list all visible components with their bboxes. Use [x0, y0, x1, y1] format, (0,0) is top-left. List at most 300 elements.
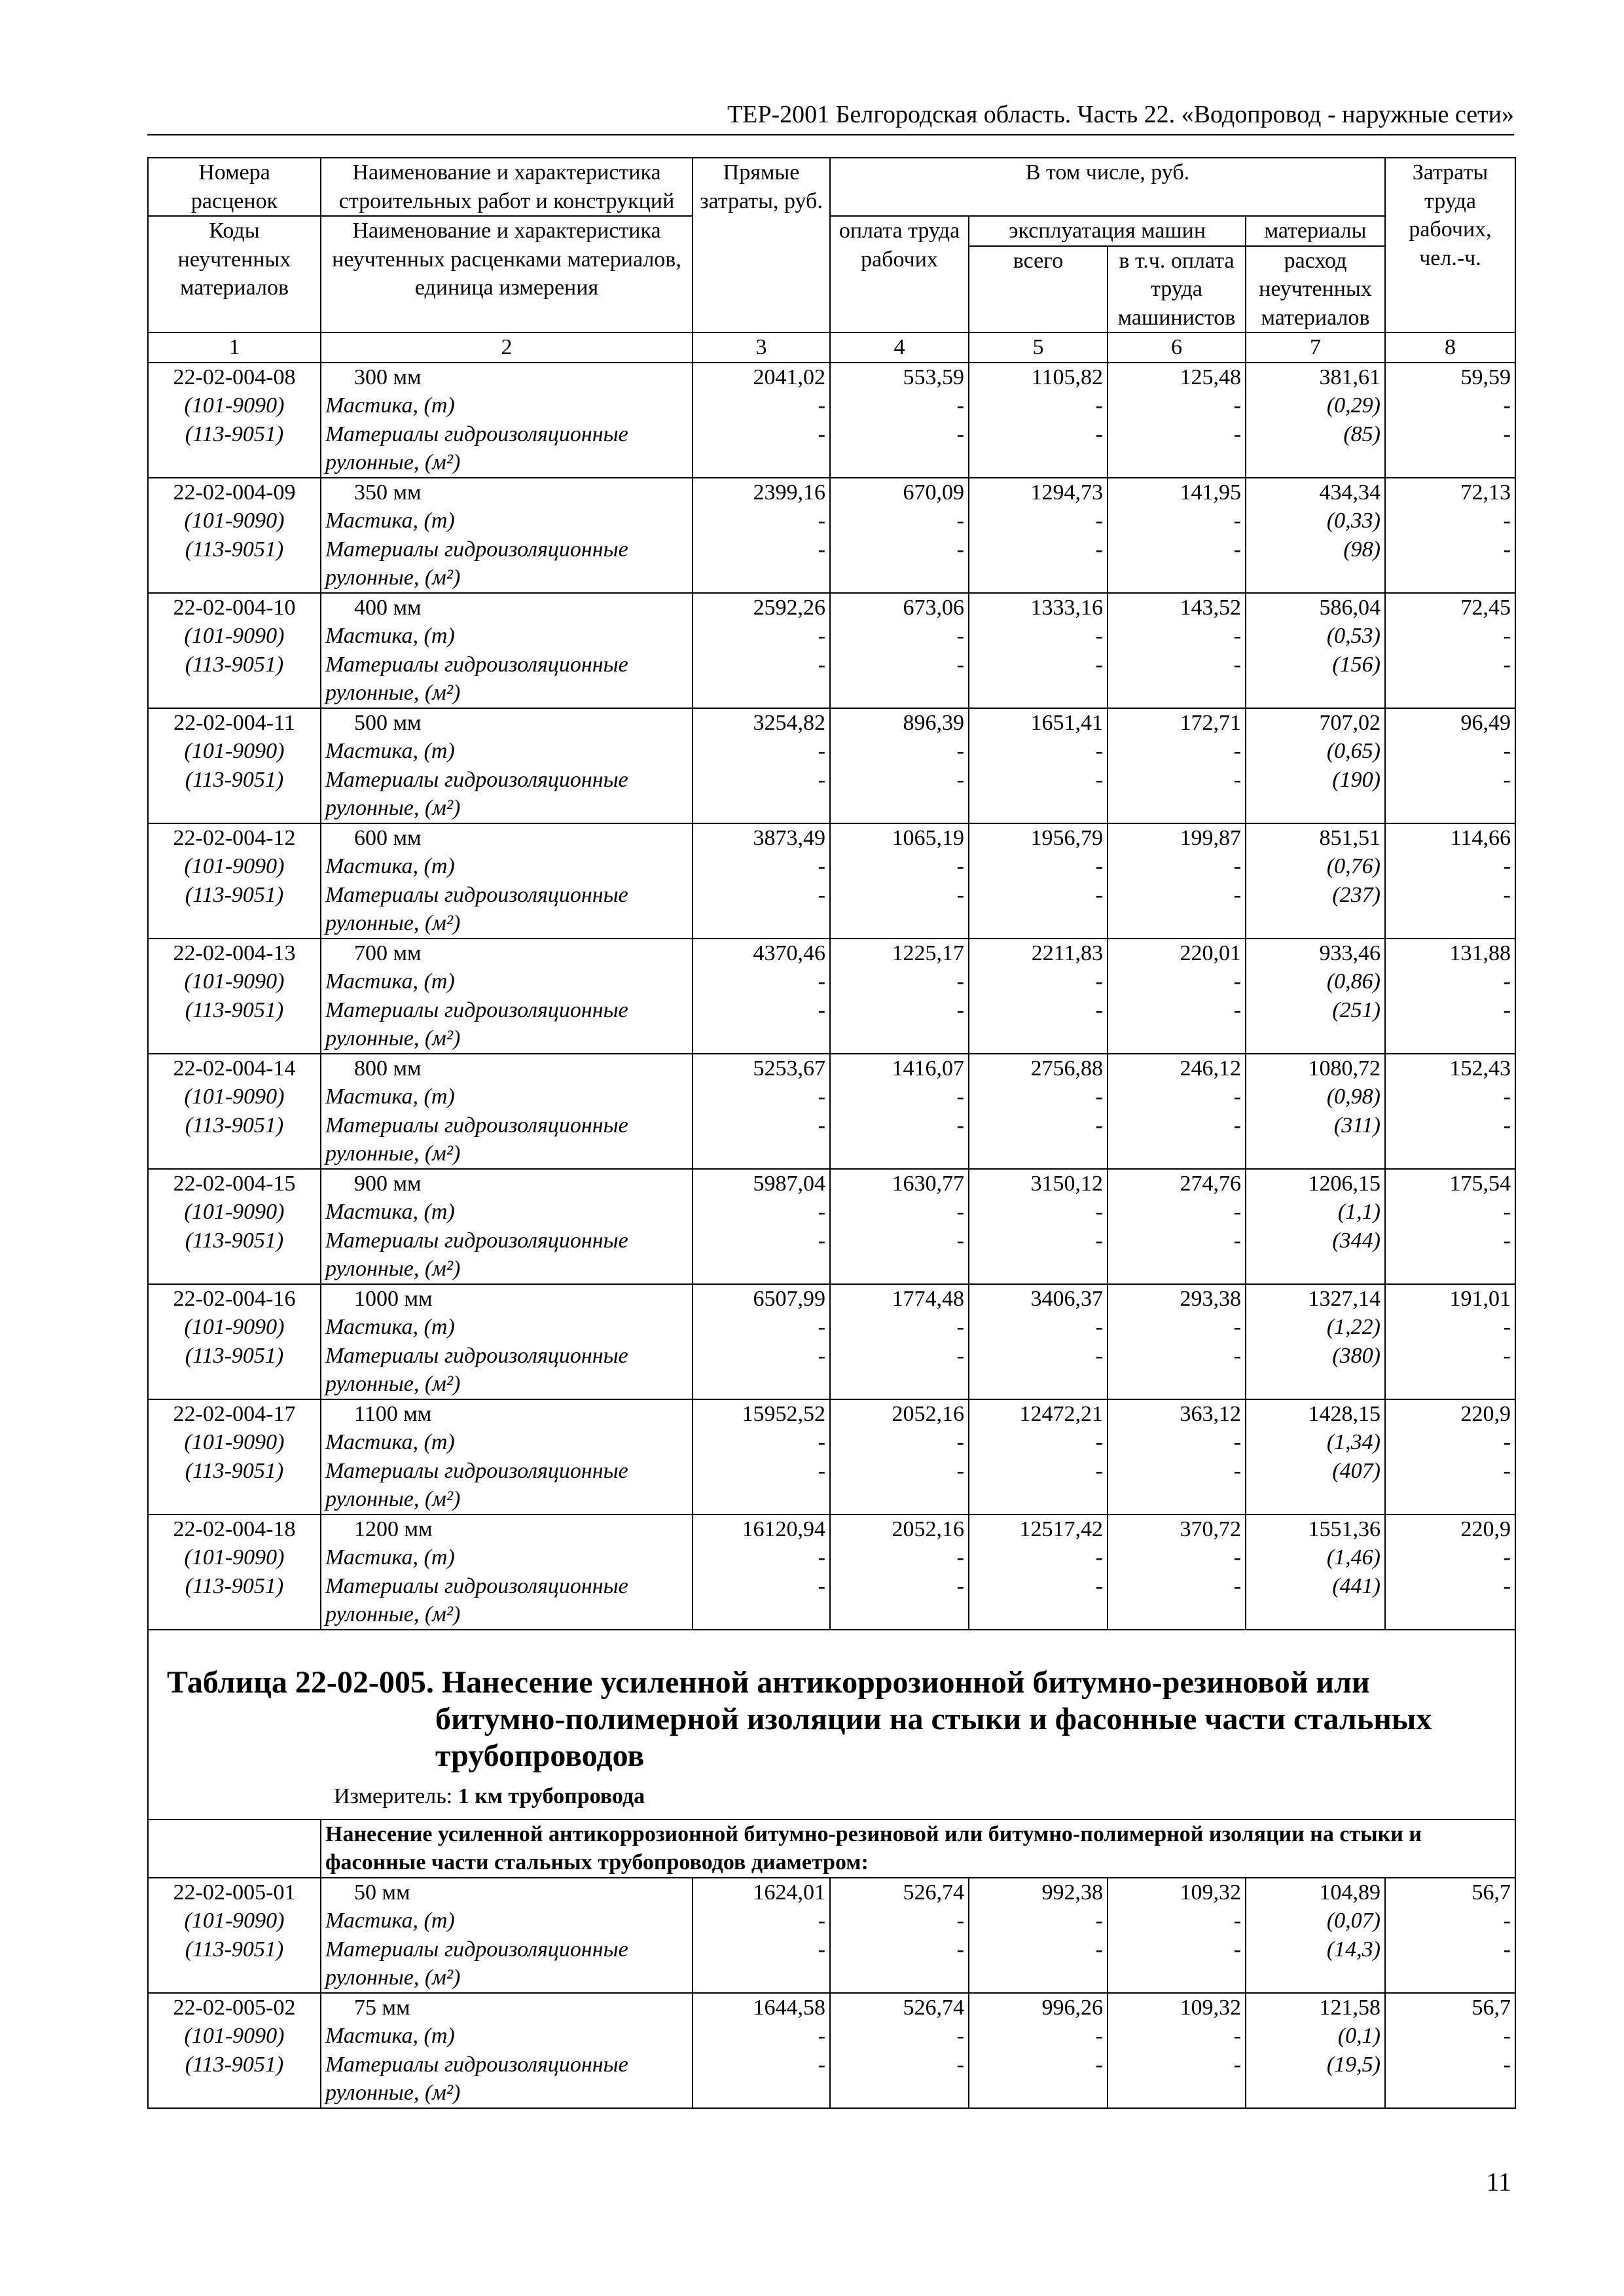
- labor-hours: [1385, 1139, 1515, 1169]
- machinists-cost: [1108, 448, 1246, 478]
- material-code: (101-9090): [148, 1428, 321, 1457]
- table-subrow: [148, 1313, 1515, 1342]
- col8-header: Затраты труда рабочих, чел.-ч.: [1385, 158, 1515, 332]
- labor-cost: [830, 1600, 969, 1630]
- labor-hours: -: [1385, 1457, 1515, 1486]
- table-subrow: [148, 564, 1515, 593]
- material-code: (113-9051): [148, 651, 321, 679]
- machines-total: [969, 564, 1108, 593]
- rate-code: 22-02-005-01: [148, 1878, 321, 1907]
- table-subrow: [148, 737, 1515, 766]
- machines-total: [969, 1964, 1108, 1993]
- materials-cost: [1246, 448, 1385, 478]
- material-code: (113-9051): [148, 996, 321, 1025]
- direct-cost: [693, 2079, 830, 2108]
- material-name: рулонные, (м²): [321, 448, 693, 478]
- table-row: [148, 708, 1515, 738]
- col-number: 3: [693, 332, 830, 363]
- material-name: Материалы гидроизоляционные: [321, 1457, 693, 1486]
- col4-header: оплата труда рабочих: [830, 216, 969, 332]
- table-subrow: [148, 448, 1515, 478]
- material-name: Материалы гидроизоляционные: [321, 766, 693, 795]
- material-name: Материалы гидроизоляционные: [321, 1342, 693, 1371]
- section-description: Нанесение усиленной антикоррозионной битумно-резиновой или битумно-полимерной изоляции на стыки и фасонные части стальных трубопроводов диаметром:: [321, 1820, 1515, 1878]
- table-subrow: [148, 535, 1515, 564]
- material-name: Мастика, (т): [321, 1198, 693, 1227]
- table-subrow: [148, 2079, 1515, 2108]
- direct-cost: [693, 909, 830, 939]
- materials-cost: (98): [1246, 535, 1385, 564]
- materials-cost: 933,46: [1246, 939, 1385, 968]
- work-name: 1100 мм: [321, 1399, 693, 1429]
- material-code: (101-9090): [148, 1313, 321, 1342]
- col-number: 6: [1108, 332, 1246, 363]
- machines-total: -: [969, 622, 1108, 651]
- material-code: (113-9051): [148, 420, 321, 449]
- machinists-cost: 125,48: [1108, 363, 1246, 392]
- material-name: Мастика, (т): [321, 1907, 693, 1935]
- machinists-cost: -: [1108, 1083, 1246, 1111]
- labor-cost: [830, 1485, 969, 1515]
- table-subrow: [148, 1342, 1515, 1371]
- direct-cost: [693, 1600, 830, 1630]
- labor-hours: [1385, 2079, 1515, 2108]
- col-number: 5: [969, 332, 1108, 363]
- labor-hours: [1385, 679, 1515, 708]
- rate-code: 22-02-004-11: [148, 708, 321, 738]
- machines-total: -: [969, 420, 1108, 449]
- work-name: 50 мм: [321, 1878, 693, 1907]
- labor-hours: -: [1385, 1198, 1515, 1227]
- material-code: (113-9051): [148, 1935, 321, 1964]
- materials-cost: (14,3): [1246, 1935, 1385, 1964]
- material-name: Мастика, (т): [321, 737, 693, 766]
- machines-total: -: [969, 1428, 1108, 1457]
- table-subrow: [148, 1370, 1515, 1399]
- labor-hours: -: [1385, 622, 1515, 651]
- material-name: Мастика, (т): [321, 1083, 693, 1111]
- direct-cost: -: [693, 1907, 830, 1935]
- labor-hours: 96,49: [1385, 708, 1515, 738]
- col1-header: Номера расценок: [148, 158, 321, 216]
- materials-cost: (311): [1246, 1111, 1385, 1140]
- machinists-cost: -: [1108, 2022, 1246, 2051]
- machines-total: 2211,83: [969, 939, 1108, 968]
- labor-hours: [1385, 1255, 1515, 1284]
- material-code: [148, 1255, 321, 1284]
- labor-cost: -: [830, 420, 969, 449]
- labor-hours: [1385, 909, 1515, 939]
- work-name: 800 мм: [321, 1054, 693, 1083]
- material-code: (113-9051): [148, 766, 321, 795]
- direct-cost: -: [693, 1342, 830, 1371]
- materials-cost: [1246, 1485, 1385, 1515]
- direct-cost: -: [693, 1543, 830, 1572]
- material-name: Мастика, (т): [321, 1543, 693, 1572]
- labor-cost: 2052,16: [830, 1515, 969, 1544]
- material-name: Мастика, (т): [321, 2022, 693, 2051]
- materials-cost: [1246, 1024, 1385, 1054]
- labor-cost: -: [830, 1457, 969, 1486]
- material-name: рулонные, (м²): [321, 1139, 693, 1169]
- materials-cost: 1206,15: [1246, 1169, 1385, 1198]
- labor-cost: -: [830, 1935, 969, 1964]
- machines-total: [969, 1139, 1108, 1169]
- materials-cost: 707,02: [1246, 708, 1385, 738]
- materials-cost: (441): [1246, 1572, 1385, 1601]
- machinists-cost: -: [1108, 1198, 1246, 1227]
- meter-value: 1 км трубопровода: [458, 1784, 645, 1808]
- machines-total: [969, 679, 1108, 708]
- labor-hours: -: [1385, 420, 1515, 449]
- machines-total: 1105,82: [969, 363, 1108, 392]
- direct-cost: 1644,58: [693, 1993, 830, 2022]
- materials-header: материалы: [1246, 216, 1385, 246]
- direct-cost: -: [693, 1198, 830, 1227]
- labor-cost: [830, 909, 969, 939]
- material-code: [148, 909, 321, 939]
- material-name: рулонные, (м²): [321, 1485, 693, 1515]
- material-code: [148, 794, 321, 823]
- table-row: [148, 1993, 1515, 2022]
- material-name: Материалы гидроизоляционные: [321, 1572, 693, 1601]
- machines-total: [969, 1600, 1108, 1630]
- col2-subheader: Наименование и характеристика неучтенных расценками материалов, единица измерения: [321, 216, 693, 332]
- table-title-block: [148, 1630, 1515, 1820]
- work-name: 350 мм: [321, 478, 693, 507]
- material-code: [148, 1139, 321, 1169]
- table-subrow: [148, 1139, 1515, 1169]
- labor-cost: -: [830, 1083, 969, 1111]
- material-name: рулонные, (м²): [321, 794, 693, 823]
- machinists-cost: 363,12: [1108, 1399, 1246, 1429]
- machinists-cost: -: [1108, 391, 1246, 420]
- machinists-cost: -: [1108, 737, 1246, 766]
- material-name: рулонные, (м²): [321, 1370, 693, 1399]
- labor-hours: -: [1385, 766, 1515, 795]
- table-subrow: [148, 1428, 1515, 1457]
- labor-hours: 191,01: [1385, 1284, 1515, 1314]
- machinists-cost: -: [1108, 1342, 1246, 1371]
- materials-cost: (19,5): [1246, 2051, 1385, 2079]
- labor-cost: -: [830, 1572, 969, 1601]
- labor-cost: [830, 794, 969, 823]
- table-row: [148, 1284, 1515, 1314]
- labor-hours: -: [1385, 1342, 1515, 1371]
- work-name: 400 мм: [321, 593, 693, 622]
- material-name: Материалы гидроизоляционные: [321, 420, 693, 449]
- machines-total: 992,38: [969, 1878, 1108, 1907]
- direct-cost: 1624,01: [693, 1878, 830, 1907]
- labor-cost: 553,59: [830, 363, 969, 392]
- materials-cost: (0,29): [1246, 391, 1385, 420]
- rate-code: 22-02-004-09: [148, 478, 321, 507]
- material-code: (113-9051): [148, 1227, 321, 1255]
- machines-total: -: [969, 852, 1108, 881]
- table-row: [148, 478, 1515, 507]
- machinists-cost: -: [1108, 1457, 1246, 1486]
- direct-cost: -: [693, 1313, 830, 1342]
- labor-hours: -: [1385, 737, 1515, 766]
- col6-header: в т.ч. оплата труда машинистов: [1108, 246, 1246, 333]
- machines-total: 2756,88: [969, 1054, 1108, 1083]
- machinists-cost: 274,76: [1108, 1169, 1246, 1198]
- material-code: (101-9090): [148, 1543, 321, 1572]
- table-subrow: [148, 651, 1515, 679]
- table-row: [148, 823, 1515, 853]
- labor-hours: [1385, 1964, 1515, 1993]
- direct-cost: 16120,94: [693, 1515, 830, 1544]
- material-name: рулонные, (м²): [321, 1964, 693, 1993]
- direct-cost: -: [693, 996, 830, 1025]
- machines-total: [969, 909, 1108, 939]
- machines-header: эксплуатация машин: [969, 216, 1246, 246]
- work-name: 700 мм: [321, 939, 693, 968]
- machines-total: -: [969, 1457, 1108, 1486]
- materials-cost: (0,33): [1246, 507, 1385, 535]
- direct-cost: -: [693, 967, 830, 996]
- labor-hours: -: [1385, 1428, 1515, 1457]
- work-name: 300 мм: [321, 363, 693, 392]
- materials-cost: [1246, 1370, 1385, 1399]
- machinists-cost: 141,95: [1108, 478, 1246, 507]
- machinists-cost: -: [1108, 967, 1246, 996]
- labor-cost: -: [830, 996, 969, 1025]
- machinists-cost: -: [1108, 1935, 1246, 1964]
- labor-cost: -: [830, 622, 969, 651]
- machinists-cost: -: [1108, 507, 1246, 535]
- group-header: В том числе, руб.: [830, 158, 1385, 216]
- table-row: [148, 1878, 1515, 1907]
- labor-hours: -: [1385, 881, 1515, 910]
- machinists-cost: -: [1108, 420, 1246, 449]
- material-name: Мастика, (т): [321, 1428, 693, 1457]
- table-subrow: [148, 420, 1515, 449]
- work-name: 600 мм: [321, 823, 693, 853]
- labor-cost: 1416,07: [830, 1054, 969, 1083]
- material-name: Материалы гидроизоляционные: [321, 1111, 693, 1140]
- labor-hours: -: [1385, 1111, 1515, 1140]
- table-subrow: [148, 996, 1515, 1025]
- material-code: [148, 564, 321, 593]
- machines-total: -: [969, 2022, 1108, 2051]
- direct-cost: -: [693, 1572, 830, 1601]
- machinists-cost: -: [1108, 852, 1246, 881]
- machinists-cost: 143,52: [1108, 593, 1246, 622]
- table-title-line1: Таблица 22-02-005. Нанесение усиленной антикоррозионной битумно-резиновой или: [167, 1664, 1370, 1700]
- direct-cost: 3873,49: [693, 823, 830, 853]
- machines-total: -: [969, 651, 1108, 679]
- meter-label: Измеритель:: [334, 1784, 453, 1808]
- materials-cost: 1428,15: [1246, 1399, 1385, 1429]
- material-code: [148, 448, 321, 478]
- machinists-cost: [1108, 564, 1246, 593]
- labor-hours: 56,7: [1385, 1993, 1515, 2022]
- labor-hours: 220,9: [1385, 1515, 1515, 1544]
- material-code: (113-9051): [148, 1342, 321, 1371]
- table-row: [148, 1054, 1515, 1083]
- rate-code: 22-02-004-08: [148, 363, 321, 392]
- labor-hours: 72,13: [1385, 478, 1515, 507]
- labor-hours: 175,54: [1385, 1169, 1515, 1198]
- materials-cost: (407): [1246, 1457, 1385, 1486]
- machines-total: -: [969, 967, 1108, 996]
- direct-cost: [693, 1255, 830, 1284]
- machines-total: -: [969, 1907, 1108, 1935]
- materials-cost: 586,04: [1246, 593, 1385, 622]
- material-name: Материалы гидроизоляционные: [321, 1935, 693, 1964]
- table-subrow: [148, 1457, 1515, 1486]
- labor-cost: -: [830, 881, 969, 910]
- table-subrow: [148, 2022, 1515, 2051]
- labor-cost: [830, 1370, 969, 1399]
- materials-cost: [1246, 1600, 1385, 1630]
- labor-cost: -: [830, 1198, 969, 1227]
- material-code: [148, 1964, 321, 1993]
- table-subrow: [148, 1935, 1515, 1964]
- table-row: [148, 939, 1515, 968]
- labor-hours: -: [1385, 1083, 1515, 1111]
- direct-cost: -: [693, 2022, 830, 2051]
- materials-cost: (237): [1246, 881, 1385, 910]
- table-subrow: [148, 679, 1515, 708]
- direct-cost: -: [693, 507, 830, 535]
- work-name: 900 мм: [321, 1169, 693, 1198]
- work-name: 1000 мм: [321, 1284, 693, 1314]
- labor-cost: -: [830, 1907, 969, 1935]
- table-row: [148, 1515, 1515, 1544]
- table-22-02-004-rows: [148, 363, 1515, 1630]
- machines-total: -: [969, 737, 1108, 766]
- labor-cost: 1225,17: [830, 939, 969, 968]
- table-row: [148, 1399, 1515, 1429]
- table-subrow: [148, 852, 1515, 881]
- machinists-cost: -: [1108, 1428, 1246, 1457]
- table-title: [167, 1664, 1495, 1774]
- materials-cost: (0,98): [1246, 1083, 1385, 1111]
- materials-cost: (85): [1246, 420, 1385, 449]
- table-subrow: [148, 1024, 1515, 1054]
- labor-hours: 152,43: [1385, 1054, 1515, 1083]
- labor-cost: 1065,19: [830, 823, 969, 853]
- material-name: Материалы гидроизоляционные: [321, 2051, 693, 2079]
- machines-total: -: [969, 1083, 1108, 1111]
- materials-cost: (1,46): [1246, 1543, 1385, 1572]
- machines-total: 1294,73: [969, 478, 1108, 507]
- labor-hours: 59,59: [1385, 363, 1515, 392]
- direct-cost: -: [693, 622, 830, 651]
- labor-cost: 2052,16: [830, 1399, 969, 1429]
- machines-total: -: [969, 2051, 1108, 2079]
- labor-cost: -: [830, 967, 969, 996]
- machines-total: -: [969, 881, 1108, 910]
- direct-cost: 2399,16: [693, 478, 830, 507]
- materials-cost: [1246, 1255, 1385, 1284]
- materials-cost: (0,86): [1246, 967, 1385, 996]
- machinists-cost: 109,32: [1108, 1878, 1246, 1907]
- materials-cost: (0,07): [1246, 1907, 1385, 1935]
- materials-cost: (0,65): [1246, 737, 1385, 766]
- labor-cost: -: [830, 737, 969, 766]
- material-name: рулонные, (м²): [321, 679, 693, 708]
- material-code: (101-9090): [148, 507, 321, 535]
- labor-cost: -: [830, 2022, 969, 2051]
- col5-header: всего: [969, 246, 1108, 333]
- table-subrow: [148, 1600, 1515, 1630]
- material-name: Мастика, (т): [321, 967, 693, 996]
- labor-cost: -: [830, 1227, 969, 1255]
- labor-cost: 673,06: [830, 593, 969, 622]
- table-subrow: [148, 622, 1515, 651]
- labor-cost: [830, 679, 969, 708]
- machinists-cost: -: [1108, 1907, 1246, 1935]
- materials-cost: [1246, 1139, 1385, 1169]
- col-number: 1: [148, 332, 321, 363]
- labor-cost: 1630,77: [830, 1169, 969, 1198]
- direct-cost: -: [693, 766, 830, 795]
- machinists-cost: -: [1108, 881, 1246, 910]
- direct-cost: [693, 1024, 830, 1054]
- materials-cost: (0,1): [1246, 2022, 1385, 2051]
- direct-cost: 6507,99: [693, 1284, 830, 1314]
- rate-code: 22-02-004-17: [148, 1399, 321, 1429]
- machines-total: -: [969, 1111, 1108, 1140]
- labor-hours: -: [1385, 852, 1515, 881]
- material-code: (101-9090): [148, 1198, 321, 1227]
- work-name: 500 мм: [321, 708, 693, 738]
- direct-cost: 3254,82: [693, 708, 830, 738]
- machines-total: [969, 1370, 1108, 1399]
- table-subrow: [148, 1485, 1515, 1515]
- labor-hours: [1385, 1485, 1515, 1515]
- machinists-cost: [1108, 1255, 1246, 1284]
- labor-cost: -: [830, 1543, 969, 1572]
- direct-cost: -: [693, 881, 830, 910]
- labor-hours: 220,9: [1385, 1399, 1515, 1429]
- materials-cost: (0,53): [1246, 622, 1385, 651]
- machines-total: -: [969, 766, 1108, 795]
- labor-cost: -: [830, 1342, 969, 1371]
- labor-cost: -: [830, 507, 969, 535]
- material-code: (113-9051): [148, 2051, 321, 2079]
- machinists-cost: [1108, 1485, 1246, 1515]
- table-subrow: [148, 967, 1515, 996]
- machines-total: -: [969, 507, 1108, 535]
- machines-total: [969, 1255, 1108, 1284]
- direct-cost: [693, 679, 830, 708]
- materials-cost: (344): [1246, 1227, 1385, 1255]
- material-name: рулонные, (м²): [321, 1024, 693, 1054]
- table-subrow: [148, 391, 1515, 420]
- labor-cost: [830, 564, 969, 593]
- materials-cost: 1080,72: [1246, 1054, 1385, 1083]
- material-code: [148, 2079, 321, 2108]
- materials-cost: [1246, 1964, 1385, 1993]
- material-name: Мастика, (т): [321, 622, 693, 651]
- table-title-line2: битумно-полимерной изоляции на стыки и фасонные части стальных: [435, 1701, 1432, 1736]
- col-number: 4: [830, 332, 969, 363]
- material-name: рулонные, (м²): [321, 1600, 693, 1630]
- labor-cost: 896,39: [830, 708, 969, 738]
- direct-cost: [693, 1964, 830, 1993]
- materials-cost: 121,58: [1246, 1993, 1385, 2022]
- labor-hours: -: [1385, 1907, 1515, 1935]
- materials-cost: (251): [1246, 996, 1385, 1025]
- labor-hours: -: [1385, 2051, 1515, 2079]
- labor-hours: -: [1385, 2022, 1515, 2051]
- material-code: [148, 679, 321, 708]
- table-subrow: [148, 1255, 1515, 1284]
